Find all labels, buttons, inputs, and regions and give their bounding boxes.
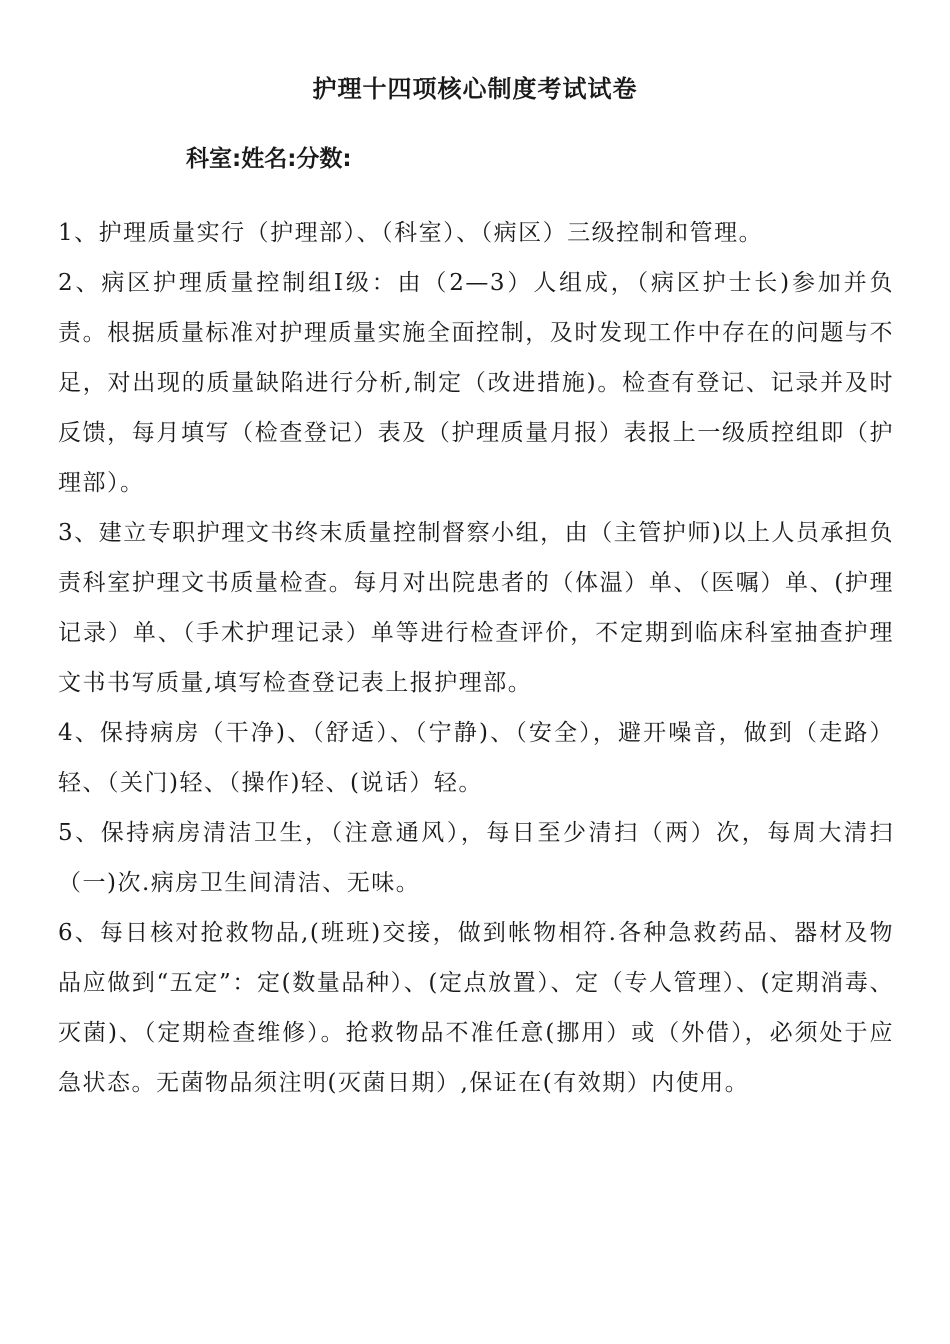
question-5: 5、保持病房清洁卫生，（注意通风），每日至少清扫（两）次，每周大清扫（一)次.病房卫生间清洁、无味。 <box>58 820 894 896</box>
question-3: 3、建立专职护理文书终末质量控制督察小组，由（主管护师)以上人员承担负责科室护理文书质量检查。每月对出院患者的（体温）单、（医嘱）单、(护理记录）单、（手术护理记录）单等进行检查评价，不定期到临床科室抽查护理文书书写质量,填写检查登记表上报护理部。 <box>58 520 894 696</box>
question-2: 2、病区护理质量控制组Ⅰ级：由（2—3）人组成，（病区护士长)参加并负责。根据质量标准对护理质量实施全面控制，及时发现工作中存在的问题与不足，对出现的质量缺陷进行分析,制定（改进措施)。检查有登记、记录并及时反馈，每月填写（检查登记）表及（护理质量月报）表报上一级质控组即（护理部）。 <box>58 270 894 496</box>
question-4: 4、保持病房（干净)、（舒适）、（宁静)、（安全），避开噪音，做到（走路）轻、（关门)轻、（操作)轻、(说话）轻。 <box>58 720 894 796</box>
question-6: 6、每日核对抢救物品,(班班)交接，做到帐物相符.各种急救药品、器材及物品应做到“五定”：定(数量品种）、(定点放置）、定（专人管理）、(定期消毒、灭菌)、（定期检查维修）。抢救物品不准任意(挪用）或（外借），必须处于应急状态。无菌物品须注明(灭菌日期）,保证在(有效期）内使用。 <box>58 920 894 1096</box>
question-list <box>58 208 894 1108</box>
question-1: 1、护理质量实行（护理部）、（科室）、（病区）三级控制和管理。 <box>58 220 764 246</box>
student-info-line: 科室:姓名:分数: <box>186 146 352 172</box>
page-title: 护理十四项核心制度考试试卷 <box>312 75 638 103</box>
